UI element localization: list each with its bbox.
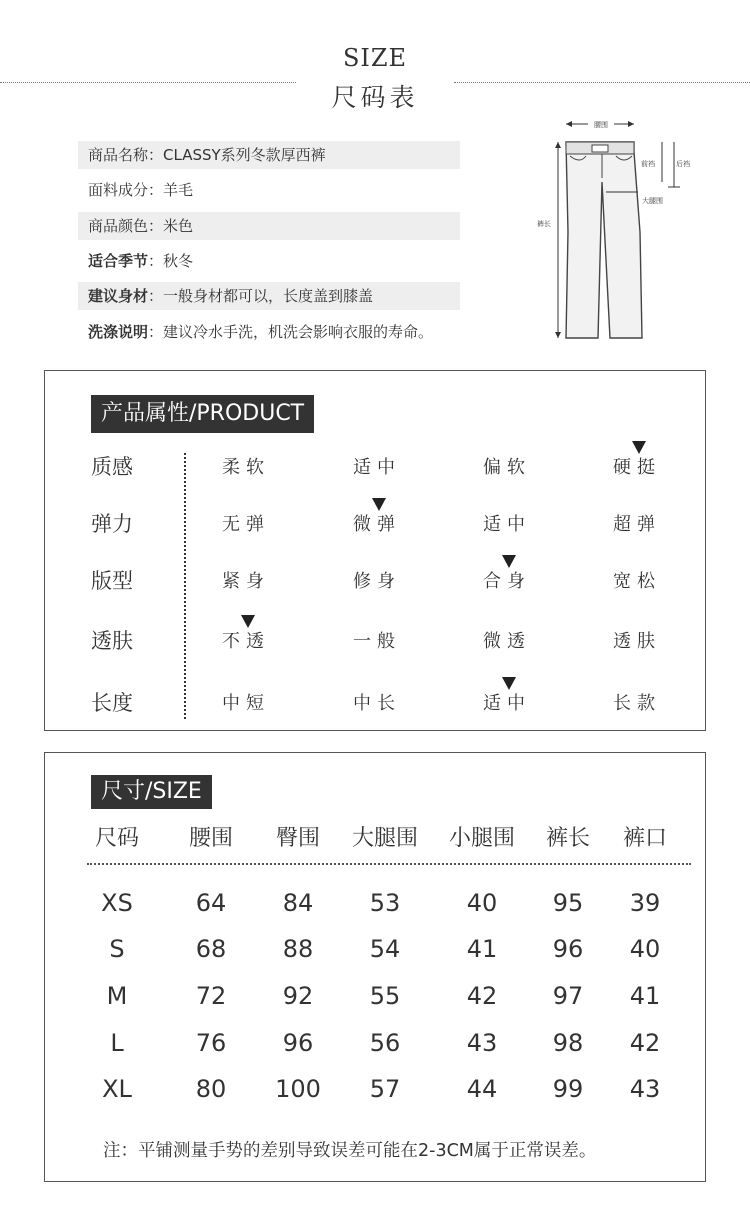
info-value: 米色	[163, 217, 194, 235]
product-attributes-panel	[44, 370, 706, 731]
info-row	[78, 141, 460, 169]
selected-marker-icon	[502, 555, 516, 568]
size-value-cell: 68	[195, 935, 227, 963]
attribute-option: 超弹	[613, 514, 661, 535]
page-title-cn: 尺码表	[331, 83, 419, 112]
size-value-cell: 100	[275, 1075, 321, 1103]
attribute-option: 适中	[483, 693, 531, 714]
size-label-cell: L	[110, 1029, 124, 1057]
selected-marker-icon	[372, 498, 386, 511]
attribute-label: 弹力	[91, 512, 133, 536]
size-column-header: 大腿围	[351, 826, 418, 851]
info-value: CLASSY系列冬款厚西裤	[163, 146, 326, 164]
info-value: 秋冬	[163, 252, 194, 270]
info-label: 洗涤说明	[88, 323, 149, 341]
size-column-header: 小腿围	[448, 826, 515, 851]
attribute-option: 微透	[483, 631, 531, 652]
info-separator: ：	[148, 181, 164, 199]
info-row	[78, 212, 460, 240]
info-row	[78, 282, 460, 310]
size-header-divider	[87, 863, 691, 865]
info-label: 适合季节	[88, 252, 149, 270]
info-separator: ：	[148, 217, 164, 235]
diagram-front-rise-label: 前裆	[641, 160, 655, 168]
attribute-option: 一般	[353, 631, 401, 652]
attribute-option: 柔软	[222, 457, 270, 478]
size-value-cell: 42	[629, 1029, 661, 1057]
size-value-cell: 97	[552, 982, 584, 1010]
size-value-cell: 99	[552, 1075, 584, 1103]
size-table-panel	[44, 752, 706, 1182]
size-value-cell: 72	[195, 982, 227, 1010]
attribute-option: 适中	[353, 457, 401, 478]
size-label-cell: M	[106, 982, 128, 1010]
size-value-cell: 43	[466, 1029, 498, 1057]
attribute-option: 硬挺	[613, 457, 661, 478]
product-attributes-title: 产品属性/PRODUCT	[91, 395, 314, 433]
attribute-option: 偏软	[483, 457, 531, 478]
size-value-cell: 96	[282, 1029, 314, 1057]
attribute-option: 微弹	[353, 514, 401, 535]
size-value-cell: 76	[195, 1029, 227, 1057]
size-value-cell: 98	[552, 1029, 584, 1057]
attribute-label: 质感	[91, 455, 133, 479]
page-title-en: SIZE	[342, 44, 408, 72]
attribute-option: 修身	[353, 571, 401, 592]
info-separator: ：	[148, 323, 164, 341]
size-value-cell: 40	[629, 935, 661, 963]
size-value-cell: 64	[195, 889, 227, 917]
size-value-cell: 54	[369, 935, 401, 963]
info-label: 建议身材	[88, 287, 149, 305]
size-value-cell: 41	[629, 982, 661, 1010]
attribute-label: 透肤	[91, 629, 133, 653]
attribute-option: 适中	[483, 514, 531, 535]
selected-marker-icon	[502, 677, 516, 690]
size-table-title: 尺寸/SIZE	[91, 775, 212, 809]
attribute-option: 长款	[613, 693, 661, 714]
diagram-back-rise-label: 后裆	[676, 160, 690, 168]
attribute-option: 无弹	[222, 514, 270, 535]
size-value-cell: 84	[282, 889, 314, 917]
info-value: 一般身材都可以，长度盖到膝盖	[163, 287, 374, 305]
size-value-cell: 95	[552, 889, 584, 917]
size-value-cell: 39	[629, 889, 661, 917]
attribute-label: 版型	[91, 569, 133, 593]
size-value-cell: 42	[466, 982, 498, 1010]
attribute-option: 紧身	[222, 571, 270, 592]
attribute-label: 长度	[91, 691, 133, 715]
size-value-cell: 40	[466, 889, 498, 917]
size-value-cell: 80	[195, 1075, 227, 1103]
size-label-cell: S	[109, 935, 125, 963]
size-column-header: 臀围	[275, 826, 320, 851]
size-note: 注：平铺测量手势的差别导致误差可能在2-3CM属于正常误差。	[103, 1141, 597, 1161]
pants-measurement-diagram	[530, 112, 690, 352]
size-value-cell: 92	[282, 982, 314, 1010]
size-value-cell: 55	[369, 982, 401, 1010]
size-column-header: 裤口	[622, 826, 667, 851]
size-column-header: 腰围	[188, 826, 233, 851]
attribute-option: 不透	[222, 631, 270, 652]
info-value: 羊毛	[163, 181, 194, 199]
attributes-divider	[184, 453, 186, 719]
size-value-cell: 44	[466, 1075, 498, 1103]
selected-marker-icon	[632, 441, 646, 454]
info-row	[78, 318, 433, 346]
size-value-cell: 41	[466, 935, 498, 963]
info-row	[78, 247, 193, 275]
info-label: 商品名称	[88, 146, 149, 164]
attribute-option: 中长	[353, 693, 401, 714]
size-label-cell: XL	[102, 1075, 132, 1103]
attribute-option: 中短	[222, 693, 270, 714]
attribute-option: 透肤	[613, 631, 661, 652]
size-value-cell: 53	[369, 889, 401, 917]
info-row	[78, 176, 193, 204]
attribute-option: 宽松	[613, 571, 661, 592]
size-value-cell: 56	[369, 1029, 401, 1057]
size-label-cell: XS	[101, 889, 133, 917]
selected-marker-icon	[241, 615, 255, 628]
size-value-cell: 43	[629, 1075, 661, 1103]
info-separator: ：	[148, 146, 164, 164]
size-column-header: 尺码	[94, 826, 139, 851]
size-value-cell: 88	[282, 935, 314, 963]
info-value: 建议冷水手洗，机洗会影响衣服的寿命。	[163, 323, 434, 341]
size-value-cell: 96	[552, 935, 584, 963]
attribute-option: 合身	[483, 571, 531, 592]
info-label: 面料成分	[88, 181, 149, 199]
info-separator: ：	[148, 252, 164, 270]
info-label: 商品颜色	[88, 217, 149, 235]
diagram-thigh-label: 大腿围	[642, 197, 663, 205]
size-column-header: 裤长	[545, 826, 590, 851]
size-value-cell: 57	[369, 1075, 401, 1103]
diagram-length-label: 裤长	[537, 220, 551, 228]
diagram-waist-label: 腰围	[594, 121, 608, 129]
info-separator: ：	[148, 287, 164, 305]
